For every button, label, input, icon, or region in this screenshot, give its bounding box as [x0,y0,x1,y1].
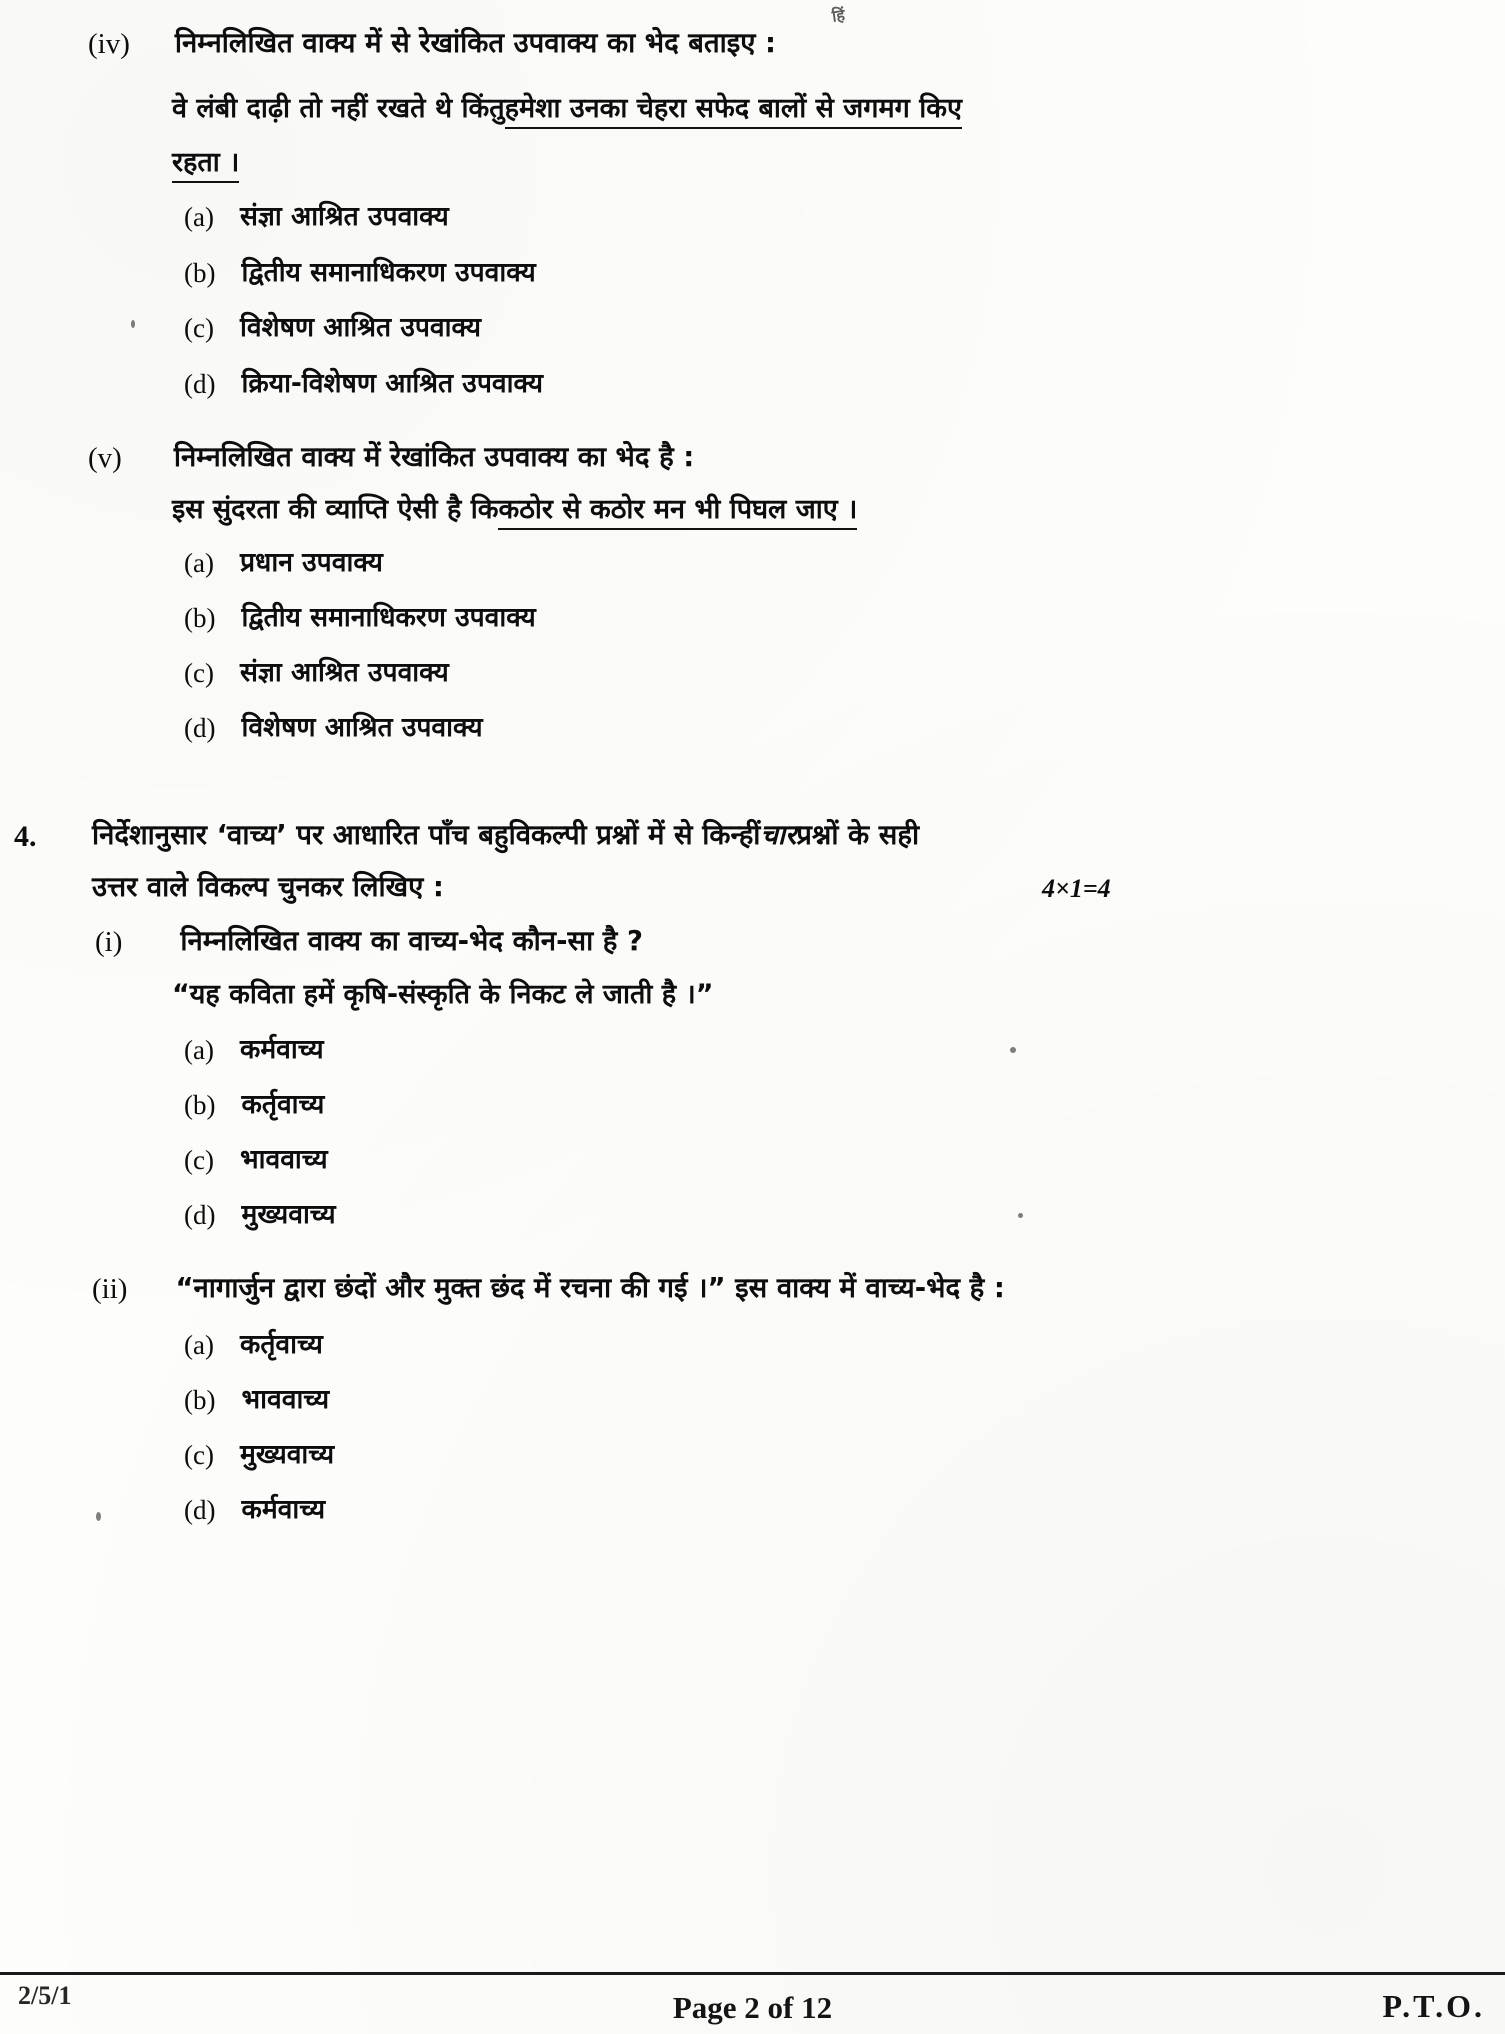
option-iv-a[interactable] [184,202,449,233]
question-i-prompt: निम्नलिखित वाक्य का वाच्य-भेद कौन-सा है ? [180,925,643,957]
option-text-b: द्वितीय समानाधिकरण उपवाक्य [241,602,536,633]
marks-value: 4×1=4 [1042,874,1111,903]
option-v-b[interactable] [184,603,536,634]
sentence-plain: इस सुंदरता की व्याप्ति ऐसी है कि [172,494,499,525]
option-label-a: (a) [184,1330,214,1360]
question-3-v [88,442,694,475]
option-text-d: कर्मवाच्य [241,1494,326,1525]
question-ii-prompt: “नागार्जुन द्वारा छंदों और मुक्त छंद में रचना की गई ।” इस वाक्य में वाच्य-भेद है : [175,1272,1005,1304]
option-iv-c[interactable] [184,313,481,344]
option-iv-d[interactable] [184,369,543,400]
question-4-i [95,926,643,959]
question-iv-sentence-line2 [172,147,239,183]
option-label-d: (d) [184,1495,216,1525]
question-4-ii [92,1273,1005,1306]
option-label-c: (c) [184,313,214,343]
option-label-a: (a) [184,202,214,232]
question-v-prompt: निम्नलिखित वाक्य में रेखांकित उपवाक्य का भेद है : [173,441,695,473]
footer-divider [0,1972,1505,1975]
option-4i-a[interactable] [184,1035,324,1066]
option-text-d: क्रिया-विशेषण आश्रित उपवाक्य [241,368,544,399]
stem-part2: प्रश्नों के सही [796,819,920,851]
option-label-a: (a) [184,1035,214,1065]
header-stamp-mark: हिं [830,5,846,26]
option-4i-c[interactable] [184,1145,328,1176]
option-4ii-b[interactable] [184,1385,329,1416]
question-4-stem-line2 [92,872,444,904]
question-4-number [14,820,37,854]
question-number-ii: (ii) [92,1273,128,1305]
option-label-c: (c) [184,658,214,688]
option-4ii-a[interactable] [184,1330,323,1361]
question-i-sentence [172,979,713,1010]
sentence-underlined: हमेशा उनका चेहरा सफेद बालों से जगमग किए [505,93,962,129]
option-text-b: भाववाच्य [241,1384,330,1415]
option-4ii-d[interactable] [184,1495,325,1526]
option-label-d: (d) [184,1200,216,1230]
question-iv-prompt: निम्नलिखित वाक्य में से रेखांकित उपवाक्य का भेद बताइए : [174,27,777,59]
option-text-d: विशेषण आश्रित उपवाक्य [241,712,483,743]
scan-speck [96,1512,101,1521]
option-label-b: (b) [184,603,216,633]
option-text-b: द्वितीय समानाधिकरण उपवाक्य [241,257,536,288]
sentence-underlined: कठोर से कठोर मन भी पिघल जाए । [498,494,857,530]
option-label-b: (b) [184,1090,216,1120]
option-label-c: (c) [184,1440,214,1470]
stem-emphasis: चार [760,819,797,851]
question-3-iv [88,28,776,61]
question-4-stem-line1 [92,820,919,852]
option-text-d: मुख्यवाच्य [241,1199,336,1230]
question-number-iv: (iv) [88,28,130,60]
question-iv-sentence-line1 [172,93,962,129]
option-text-a: कर्तृवाच्य [239,1329,323,1360]
footer-pto: P.T.O. [1382,1988,1485,2024]
option-label-d: (d) [184,369,216,399]
option-label-b: (b) [184,1385,216,1415]
scan-speck [1010,1047,1016,1053]
footer-paper-code: 2/5/1 [18,1981,72,2010]
question-number-i: (i) [95,926,123,958]
scan-speck [131,320,135,328]
sentence-underlined-cont: रहता । [172,147,239,183]
option-4i-d[interactable] [184,1200,336,1231]
option-text-a: कर्मवाच्य [239,1034,324,1065]
option-text-a: प्रधान उपवाक्य [239,547,383,578]
option-label-a: (a) [184,548,214,578]
sentence-plain: वे लंबी दाढ़ी तो नहीं रखते थे किंतु [172,93,505,124]
footer-page-number: Page 2 of 12 [672,1990,833,2025]
stem-part1: निर्देशानुसार ‘वाच्य’ पर आधारित पाँच बहुविकल्पी प्रश्नों में से किन्हीं [92,819,761,851]
option-text-c: विशेषण आश्रित उपवाक्य [239,312,482,343]
option-text-c: मुख्यवाच्य [239,1439,335,1470]
question-number-v: (v) [88,442,122,474]
scan-speck [1018,1213,1023,1218]
stem-line2: उत्तर वाले विकल्प चुनकर लिखिए : [92,871,444,903]
option-text-a: संज्ञा आश्रित उपवाक्य [239,201,449,232]
option-4i-b[interactable] [184,1090,324,1121]
option-text-c: भाववाच्य [239,1144,328,1175]
option-label-c: (c) [184,1145,214,1175]
option-v-a[interactable] [184,548,383,579]
question-4-marks [1042,874,1111,904]
option-iv-b[interactable] [184,258,536,289]
quoted-sentence: “यह कविता हमें कृषि-संस्कृति के निकट ले जाती है ।” [172,979,714,1010]
option-4ii-c[interactable] [184,1440,334,1471]
option-v-d[interactable] [184,713,483,744]
option-text-c: संज्ञा आश्रित उपवाक्य [239,657,449,688]
question-number-4: 4. [14,820,37,853]
option-v-c[interactable] [184,658,449,689]
option-label-d: (d) [184,713,216,743]
option-text-b: कर्तृवाच्य [241,1089,325,1120]
question-v-sentence [172,494,857,530]
option-label-b: (b) [184,258,216,288]
